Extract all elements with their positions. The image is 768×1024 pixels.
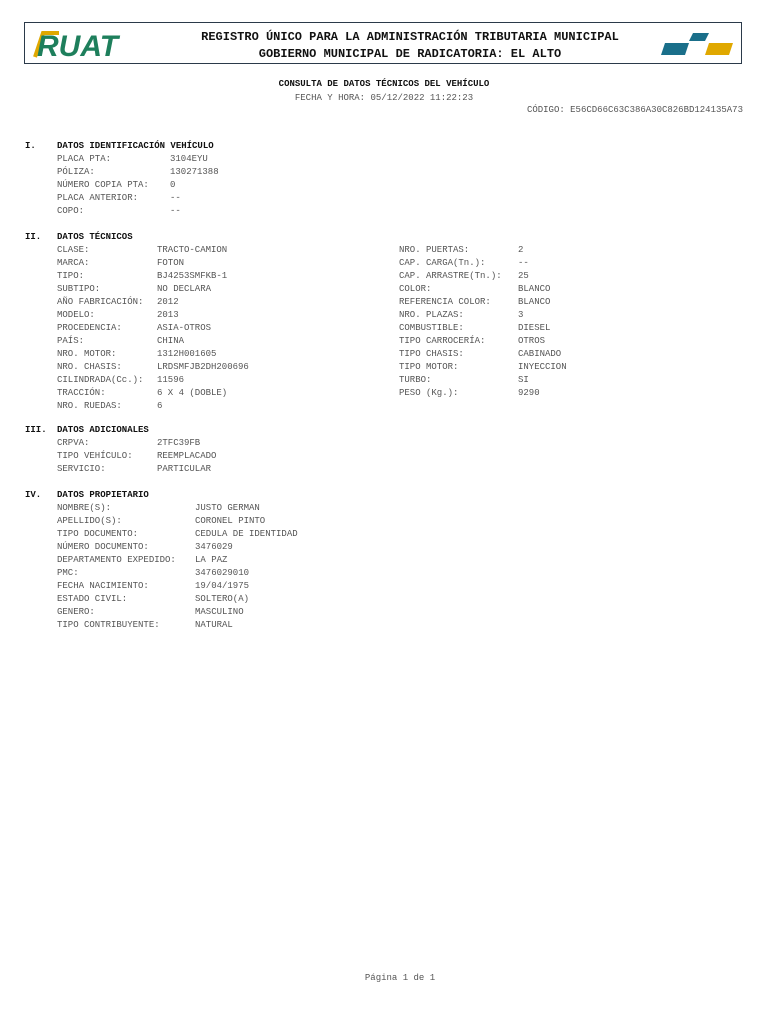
field-value: 6 X 4 (DOBLE) — [157, 388, 228, 398]
field-value: 2013 — [157, 310, 179, 320]
field-value: FOTON — [157, 258, 185, 268]
field-label: NÚMERO DOCUMENTO: — [57, 542, 149, 552]
field-row — [57, 581, 249, 593]
field-value: 19/04/1975 — [195, 581, 250, 591]
field-label: CILINDRADA(Cc.): — [57, 375, 144, 385]
field-label: NOMBRE(S): — [57, 503, 112, 513]
field-value: 2 — [518, 245, 524, 255]
section-4-heading: IV. DATOS PROPIETARIO — [25, 490, 149, 500]
document-datetime: FECHA Y HORA: 05/12/2022 11:22:23 — [294, 93, 474, 103]
field-label: CLASE: — [57, 245, 90, 255]
field-value: 3104EYU — [170, 154, 208, 164]
field-label: TIPO CHASIS: — [399, 349, 464, 359]
field-row — [57, 542, 233, 554]
field-value: 2TFC39FB — [157, 438, 201, 448]
field-row — [399, 284, 550, 296]
field-value: 2012 — [157, 297, 179, 307]
field-value: -- — [518, 258, 529, 268]
field-label: TIPO VEHÍCULO: — [57, 451, 133, 461]
field-label: COPO: — [57, 206, 85, 216]
document-header — [24, 22, 742, 64]
field-label: TIPO: — [57, 271, 85, 281]
field-row — [57, 206, 181, 218]
field-label: REFERENCIA COLOR: — [399, 297, 491, 307]
field-value: CORONEL PINTO — [195, 516, 266, 526]
field-row — [57, 167, 219, 179]
field-label: TURBO: — [399, 375, 432, 385]
field-row — [57, 503, 260, 515]
field-row — [57, 193, 181, 205]
field-value: -- — [170, 193, 181, 203]
logo-text: RUAT — [37, 30, 119, 61]
field-label: TIPO DOCUMENTO: — [57, 529, 139, 539]
field-value: CHINA — [157, 336, 185, 346]
field-value: PARTICULAR — [157, 464, 212, 474]
field-row — [57, 620, 233, 632]
field-row — [399, 388, 540, 400]
field-label: NRO. PLAZAS: — [399, 310, 464, 320]
field-label: TRACCIÓN: — [57, 388, 106, 398]
field-value: BJ4253SMFKB-1 — [157, 271, 228, 281]
field-row — [57, 258, 184, 270]
field-value: 3476029 — [195, 542, 233, 552]
field-value: 9290 — [518, 388, 540, 398]
field-label: MODELO: — [57, 310, 95, 320]
field-label: SUBTIPO: — [57, 284, 101, 294]
field-row — [57, 271, 227, 283]
field-label: TIPO CARROCERÍA: — [399, 336, 486, 346]
field-value: MASCULINO — [195, 607, 244, 617]
field-value: 130271388 — [170, 167, 219, 177]
field-value: NO DECLARA — [157, 284, 212, 294]
field-label: GENERO: — [57, 607, 95, 617]
field-row — [399, 362, 567, 374]
field-value: ASIA-OTROS — [157, 323, 212, 333]
field-value: 25 — [518, 271, 529, 281]
field-label: PESO (Kg.): — [399, 388, 459, 398]
field-value: REEMPLACADO — [157, 451, 217, 461]
field-label: CAP. ARRASTRE(Tn.): — [399, 271, 502, 281]
page-number: Página 1 de 1 — [364, 973, 436, 983]
field-label: PMC: — [57, 568, 79, 578]
field-row — [57, 284, 211, 296]
field-label: NRO. CHASIS: — [57, 362, 122, 372]
field-row — [57, 555, 227, 567]
field-row — [57, 516, 265, 528]
field-label: ESTADO CIVIL: — [57, 594, 128, 604]
field-label: DEPARTAMENTO EXPEDIDO: — [57, 555, 176, 565]
field-row — [57, 310, 179, 322]
field-value: JUSTO GERMAN — [195, 503, 260, 513]
field-value: CEDULA DE IDENTIDAD — [195, 529, 298, 539]
field-row — [57, 568, 249, 580]
field-label: PLACA PTA: — [57, 154, 112, 164]
field-row — [57, 154, 208, 166]
field-value: BLANCO — [518, 284, 551, 294]
field-row — [57, 607, 244, 619]
field-value: 6 — [157, 401, 163, 411]
field-row — [399, 271, 529, 283]
field-label: PAÍS: — [57, 336, 85, 346]
field-row — [399, 336, 545, 348]
document-title: CONSULTA DE DATOS TÉCNICOS DEL VEHÍCULO — [278, 79, 490, 89]
field-row — [57, 594, 249, 606]
field-row — [399, 245, 523, 257]
section-3-heading: III. DATOS ADICIONALES — [25, 425, 149, 435]
field-row — [57, 401, 162, 413]
field-value: DIESEL — [518, 323, 551, 333]
field-row — [57, 362, 249, 374]
field-value: SI — [518, 375, 529, 385]
field-value: CABINADO — [518, 349, 562, 359]
section-2-heading: II. DATOS TÉCNICOS — [25, 232, 133, 242]
field-label: NRO. RUEDAS: — [57, 401, 122, 411]
header-title — [175, 29, 645, 63]
field-label: CRPVA: — [57, 438, 90, 448]
brand-mark-icon — [655, 29, 737, 59]
field-label: PLACA ANTERIOR: — [57, 193, 139, 203]
field-value: SOLTERO(A) — [195, 594, 250, 604]
field-row — [399, 310, 523, 322]
field-row — [57, 245, 227, 257]
field-row — [57, 464, 211, 476]
section-1-heading: I. DATOS IDENTIFICACIÓN VEHÍCULO — [25, 141, 214, 151]
field-label: COLOR: — [399, 284, 432, 294]
field-label: NRO. PUERTAS: — [399, 245, 470, 255]
ruat-logo — [29, 27, 159, 61]
field-row — [57, 438, 200, 450]
field-row — [57, 375, 184, 387]
field-label: TIPO MOTOR: — [399, 362, 459, 372]
field-value: TRACTO-CAMION — [157, 245, 228, 255]
field-value: BLANCO — [518, 297, 551, 307]
field-value: LA PAZ — [195, 555, 228, 565]
field-row — [399, 258, 529, 270]
field-row — [399, 297, 550, 309]
field-row — [57, 336, 184, 348]
field-label: AÑO FABRICACIÓN: — [57, 297, 144, 307]
field-label: APELLIDO(S): — [57, 516, 122, 526]
field-value: NATURAL — [195, 620, 233, 630]
field-row — [399, 323, 550, 335]
field-row — [57, 180, 175, 192]
field-label: SERVICIO: — [57, 464, 106, 474]
field-label: TIPO CONTRIBUYENTE: — [57, 620, 160, 630]
document-code: CÓDIGO: E56CD66C63C386A30C826BD124135A73 — [526, 105, 743, 115]
field-row — [399, 349, 561, 361]
field-row — [57, 451, 216, 463]
field-label: NRO. MOTOR: — [57, 349, 117, 359]
field-value: 1312H001605 — [157, 349, 217, 359]
field-row — [57, 349, 216, 361]
field-row — [399, 375, 529, 387]
field-row — [57, 323, 211, 335]
field-value: 0 — [170, 180, 176, 190]
field-row — [57, 529, 298, 541]
field-value: 11596 — [157, 375, 185, 385]
header-line-1: REGISTRO ÚNICO PARA LA ADMINISTRACIÓN TRIBUTARIA MUNICIPAL — [201, 30, 619, 44]
field-label: NÚMERO COPIA PTA: — [57, 180, 149, 190]
field-label: PÓLIZA: — [57, 167, 95, 177]
field-value: INYECCION — [518, 362, 567, 372]
field-value: -- — [170, 206, 181, 216]
field-row — [57, 388, 227, 400]
field-label: FECHA NACIMIENTO: — [57, 581, 149, 591]
field-label: COMBUSTIBLE: — [399, 323, 464, 333]
field-value: 3 — [518, 310, 524, 320]
field-value: LRDSMFJB2DH200696 — [157, 362, 249, 372]
field-row — [57, 297, 179, 309]
field-label: CAP. CARGA(Tn.): — [399, 258, 486, 268]
field-label: MARCA: — [57, 258, 90, 268]
header-line-2: GOBIERNO MUNICIPAL DE RADICATORIA: EL ALTO — [258, 47, 562, 61]
field-value: OTROS — [518, 336, 546, 346]
field-label: PROCEDENCIA: — [57, 323, 122, 333]
field-value: 3476029010 — [195, 568, 250, 578]
